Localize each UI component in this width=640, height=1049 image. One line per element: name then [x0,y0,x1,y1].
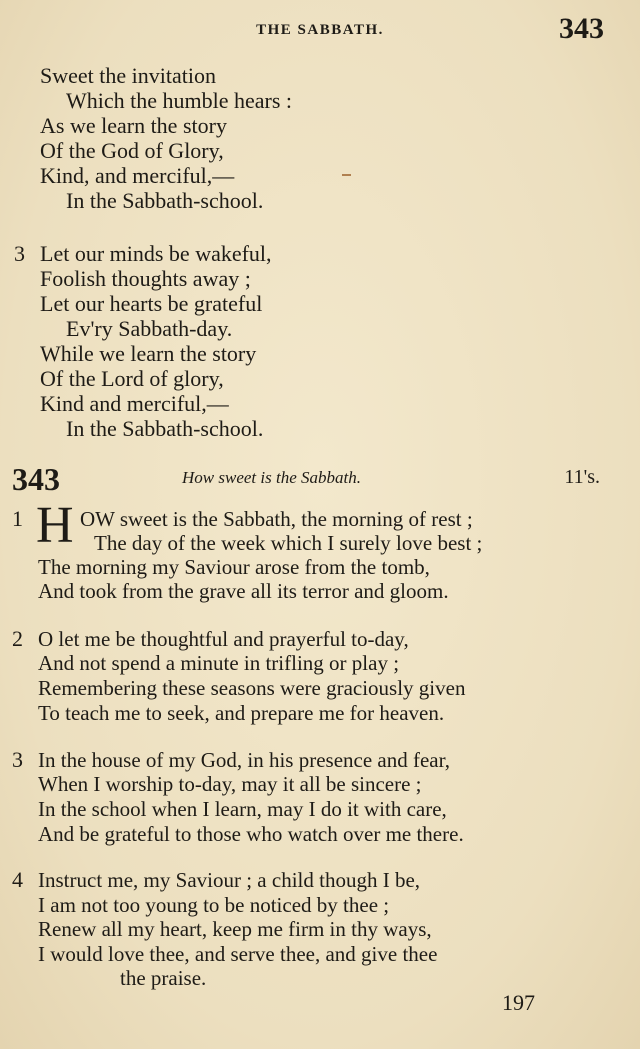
stanza-number: 2 [12,626,23,651]
signature-mark: 197 [502,990,535,1015]
running-title: THE SABBATH. [256,22,384,38]
verse-line: I would love thee, and serve thee, and give thee [38,942,438,966]
stanza-number: 4 [12,867,23,892]
page-number: 343 [559,12,604,45]
verse-line: And not spend a minute in trifling or play ; [38,651,400,675]
verse-line: The day of the week which I surely love best ; [94,531,483,555]
verse-line: While we learn the story [40,341,257,366]
verse-line: To teach me to seek, and prepare me for heaven. [38,701,445,725]
hymn-number: 343 [12,461,60,497]
verse-line: When I worship to-day, may it all be sincere ; [38,772,422,796]
verse-line: Sweet the invitation [40,63,216,88]
verse-line: And took from the grave all its terror and gloom. [38,579,449,603]
verse-line: The morning my Saviour arose from the tomb, [38,555,430,579]
stanza-number: 1 [12,506,23,531]
verse-line: Let our hearts be grateful [40,291,263,316]
stanza-number: 3 [12,747,23,772]
verse-line: Foolish thoughts away ; [40,266,251,291]
verse-line: Remembering these seasons were graciously given [38,676,466,700]
verse-line: In the school when I learn, may I do it with care, [38,797,447,821]
verse-line: Kind, and merciful,— [40,163,235,188]
drop-cap: H [36,497,74,554]
verse-line: Renew all my heart, keep me firm in thy ways, [38,917,432,941]
verse-line: OW sweet is the Sabbath, the morning of rest ; [80,507,473,531]
hymn-title: How sweet is the Sabbath. [182,468,361,487]
verse-line: Of the Lord of glory, [40,366,224,391]
verse-line: In the Sabbath-school. [66,416,264,441]
verse-line: the praise. [120,966,207,990]
verse-line: And be grateful to those who watch over me there. [38,822,464,846]
verse-line: I am not too young to be noticed by thee ; [38,893,390,917]
verse-line: Kind and merciful,— [40,391,229,416]
verse-line: In the Sabbath-school. [66,188,264,213]
verse-line: Instruct me, my Saviour ; a child though I be, [38,868,421,892]
verse-line: As we learn the story [40,113,227,138]
hymn-meter: 11's. [564,466,600,488]
verse-line: Of the God of Glory, [40,138,224,163]
verse-line: Let our minds be wakeful, [40,241,272,266]
verse-line: Ev'ry Sabbath-day. [66,316,233,341]
ink-mark [342,174,351,176]
verse-line: In the house of my God, in his presence and fear, [38,748,451,772]
stanza-number: 3 [14,241,25,266]
verse-line: O let me be thoughtful and prayerful to-day, [38,627,409,651]
verse-line: Which the humble hears : [66,88,293,113]
